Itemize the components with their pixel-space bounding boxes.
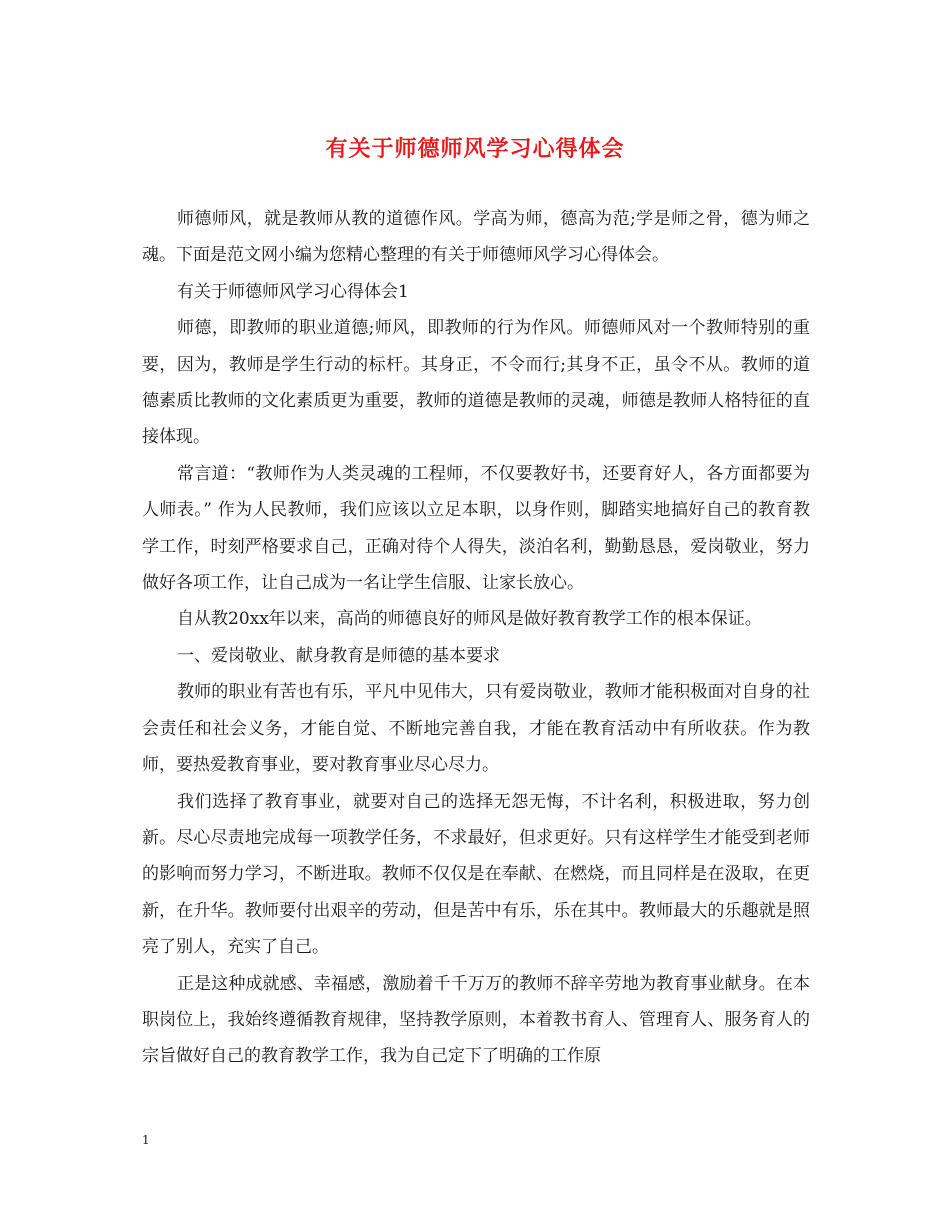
paragraph: 教师的职业有苦也有乐，平凡中见伟大，只有爱岗敬业，教师才能积极面对自身的社会责任和社会义务，才能自觉、不断地完善自我，才能在教育活动中有所收获。作为教师，要热爱教育事业，要对教育事业尽心尽力。: [142, 682, 810, 776]
paragraph-intro: 师德师风，就是教师从教的道德作风。学高为师，德高为范;学是师之骨，德为师之魂。下面是范文网小编为您精心整理的有关于师德师风学习心得体会。: [142, 209, 810, 266]
paragraph: 我们选择了教育事业，就要对自己的选择无怨无悔，不计名利，积极进取，努力创新。尽心尽责地完成每一项教学任务，不求最好，但求更好。只有这样学生才能受到老师的影响而努力学习，不断进取。教师不仅仅是在奉献、在燃烧，而且同样是在汲取，在更新，在升华。教师要付出艰辛的劳动，但是苦中有乐，乐在其中。教师最大的乐趣就是照亮了别人，充实了自己。: [142, 791, 810, 958]
section-heading-1: 有关于师德师风学习心得体会1: [177, 281, 409, 302]
document-body: [142, 201, 810, 1075]
paragraph: 正是这种成就感、幸福感，激励着千千万万的教师不辞辛劳地为教育事业献身。在本职岗位上，我始终遵循教育规律，坚持教学原则，本着教书育人、管理育人、服务育人的宗旨做好自己的教育教学工作，我为自己定下了明确的工作原: [142, 973, 810, 1067]
page-number: 1: [142, 1133, 150, 1147]
document-title: 有关于师德师风学习心得体会: [325, 136, 625, 162]
paragraph: 常言道：“教师作为人类灵魂的工程师，不仅要教好书，还要育好人，各方面都要为人师表。” 作为人民教师，我们应该以立足本职，以身作则，脚踏实地搞好自己的教育教学工作，时刻严格要求自己，正确对待个人得失，淡泊名利，勤勤恳恳，爱岗敬业，努力做好各项工作，让自己成为一名让学生信服、让家长放心。: [142, 463, 810, 594]
subheading: 一、爱岗敬业、献身教育是师德的基本要求: [177, 645, 500, 666]
paragraph: 自从教20xx年以来，高尚的师德良好的师风是做好教育教学工作的根本保证。: [177, 609, 762, 630]
paragraph: 师德，即教师的职业道德;师风，即教师的行为作风。师德师风对一个教师特别的重要，因为，教师是学生行动的标杆。其身正，不令而行;其身不正，虽令不从。教师的道德素质比教师的文化素质更为重要，教师的道德是教师的灵魂，师德是教师人格特征的直接体现。: [142, 318, 810, 448]
